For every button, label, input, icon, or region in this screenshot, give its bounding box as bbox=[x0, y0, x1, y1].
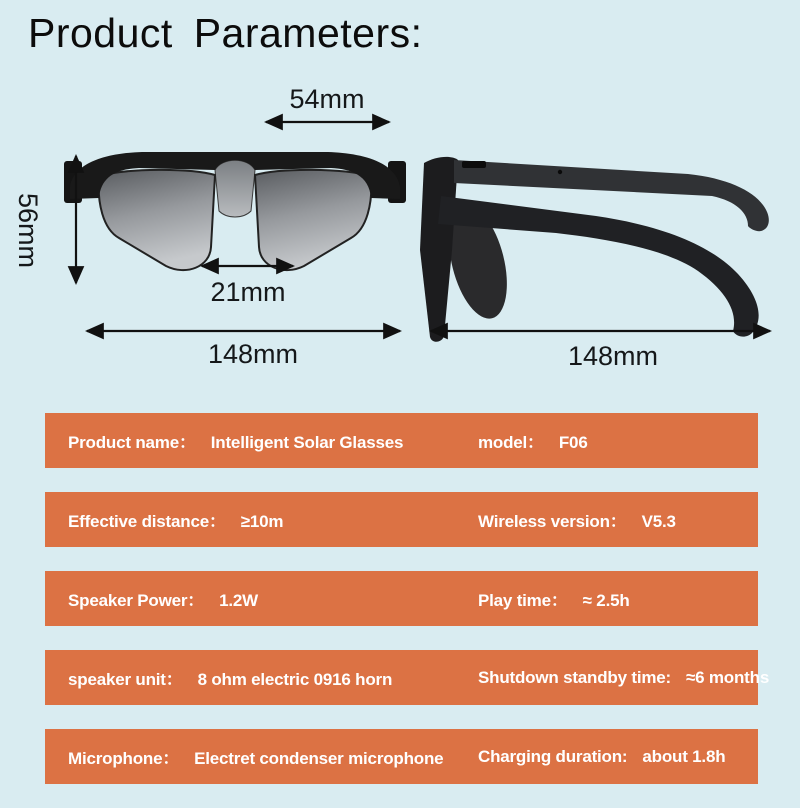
spec-row-effective-distance bbox=[45, 492, 758, 547]
dimension-label-frame-width: 148mm bbox=[207, 339, 299, 369]
page-title: Product Parameters: bbox=[28, 10, 423, 56]
spec-row-product-name bbox=[45, 413, 758, 468]
spec-value: ≥10m bbox=[240, 512, 284, 531]
dimension-label-lens-width: 54mm bbox=[289, 84, 365, 114]
spec-value: Intelligent Solar Glasses bbox=[210, 433, 404, 452]
spec-label: Play time： bbox=[478, 591, 568, 610]
spec-value: ≈ 2.5h bbox=[582, 591, 630, 610]
spec-cell bbox=[478, 668, 769, 688]
spec-value: 8 ohm electric 0916 horn bbox=[197, 670, 393, 689]
spec-cell bbox=[45, 507, 478, 532]
spec-value: V5.3 bbox=[641, 512, 676, 531]
spec-label: speaker unit： bbox=[68, 670, 183, 689]
spec-table bbox=[45, 413, 770, 808]
spec-cell bbox=[45, 586, 478, 611]
spec-cell bbox=[478, 586, 758, 611]
dimension-label-lens-height: 56mm bbox=[13, 193, 43, 269]
spec-value: about 1.8h bbox=[642, 746, 726, 766]
spec-label: Charging duration: bbox=[478, 746, 628, 766]
spec-cell bbox=[45, 744, 478, 769]
spec-label: Wireless version： bbox=[478, 512, 627, 531]
spec-cell bbox=[478, 507, 758, 532]
sunglasses-front-image bbox=[64, 152, 406, 270]
spec-row-microphone bbox=[45, 729, 758, 784]
spec-row-speaker-power bbox=[45, 571, 758, 626]
spec-cell bbox=[45, 665, 478, 690]
spec-value: ≈6 months bbox=[685, 667, 770, 687]
sunglasses-side-image bbox=[420, 157, 769, 342]
spec-label: Effective distance： bbox=[68, 512, 226, 531]
dimension-label-bridge-width: 21mm bbox=[210, 277, 286, 307]
dimension-label-temple-length: 148mm bbox=[567, 341, 659, 371]
spec-value: 1.2W bbox=[219, 591, 258, 610]
spec-cell bbox=[478, 747, 758, 767]
spec-label: model： bbox=[478, 433, 544, 452]
spec-value: Electret condenser microphone bbox=[194, 749, 444, 768]
spec-label: Speaker Power： bbox=[68, 591, 205, 610]
spec-label: Shutdown standby time: bbox=[478, 667, 671, 687]
spec-label: Product name： bbox=[68, 433, 196, 452]
spec-row-speaker-unit bbox=[45, 650, 770, 705]
spec-value: F06 bbox=[558, 433, 588, 452]
spec-cell bbox=[478, 428, 758, 453]
spec-cell bbox=[45, 428, 478, 453]
spec-label: Microphone： bbox=[68, 749, 180, 768]
